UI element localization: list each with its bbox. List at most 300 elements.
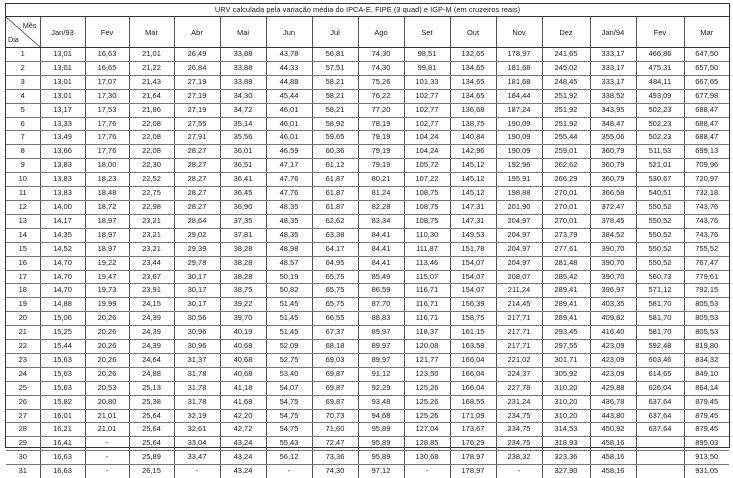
value-cell: 327,90 — [542, 465, 590, 478]
value-cell: 21,01 — [85, 423, 129, 437]
value-cell: 416,40 — [590, 326, 636, 340]
value-cell: 318,93 — [542, 437, 590, 451]
value-cell: 443,80 — [590, 409, 636, 423]
value-cell: 163,58 — [450, 340, 496, 354]
column-header: Nov — [496, 17, 542, 48]
value-cell: 297,55 — [542, 340, 590, 354]
value-cell: 20,26 — [85, 340, 129, 354]
value-cell: 13,66 — [40, 145, 85, 159]
value-cell: 204,97 — [496, 214, 542, 228]
value-cell: 895,03 — [684, 437, 729, 451]
value-cell: 289,41 — [542, 312, 590, 326]
value-cell: 58,21 — [312, 89, 358, 103]
value-cell: 834,32 — [684, 353, 729, 367]
value-cell: 28,27 — [174, 173, 220, 187]
value-cell: 234,75 — [496, 437, 542, 451]
value-cell: 13,33 — [40, 117, 85, 131]
value-cell: 93,48 — [358, 395, 404, 409]
value-cell: 571,12 — [636, 284, 684, 298]
value-cell — [636, 465, 684, 478]
table-row — [6, 75, 729, 89]
value-cell: 132,65 — [450, 48, 496, 62]
value-cell: 187,24 — [496, 103, 542, 117]
value-cell: 192,96 — [496, 159, 542, 173]
value-cell: 22,30 — [129, 159, 174, 173]
value-cell: 217,71 — [496, 340, 542, 354]
value-cell: 156,39 — [450, 298, 496, 312]
value-cell: 48,35 — [266, 214, 312, 228]
value-cell: 21,64 — [129, 89, 174, 103]
value-cell: 54,75 — [266, 409, 312, 423]
table-row — [6, 437, 729, 451]
value-cell: 879,45 — [684, 423, 729, 437]
day-cell: 18 — [6, 284, 40, 298]
value-cell: 40,68 — [220, 353, 266, 367]
column-header: Mar — [129, 17, 174, 48]
value-cell: 550,52 — [636, 256, 684, 270]
value-cell: 792,15 — [684, 284, 729, 298]
value-cell: 305,92 — [542, 367, 590, 381]
value-cell: 78,19 — [358, 117, 404, 131]
value-cell: 17,76 — [85, 145, 129, 159]
value-cell: 25,38 — [129, 395, 174, 409]
value-cell: 255,44 — [542, 131, 590, 145]
day-cell: 21 — [6, 326, 40, 340]
value-cell: 15,63 — [40, 367, 85, 381]
value-cell: 13,83 — [40, 187, 85, 201]
value-cell: 59,65 — [312, 131, 358, 145]
value-cell — [636, 437, 684, 451]
column-header: Jun — [266, 17, 312, 48]
day-cell: 10 — [6, 173, 40, 187]
value-cell: 688,47 — [684, 131, 729, 145]
value-cell: 667,65 — [684, 75, 729, 89]
value-cell: 14,52 — [40, 242, 85, 256]
value-cell: 47,76 — [266, 173, 312, 187]
value-cell: 48,35 — [266, 228, 312, 242]
value-cell: 17,07 — [85, 75, 129, 89]
value-cell: 30,17 — [174, 298, 220, 312]
value-cell: 46,01 — [266, 117, 312, 131]
value-cell: 95,89 — [358, 423, 404, 437]
value-cell: 245,02 — [542, 61, 590, 75]
value-cell: 113,46 — [404, 256, 450, 270]
value-cell: 24,39 — [129, 326, 174, 340]
value-cell: 16,63 — [40, 451, 85, 465]
value-cell: 13,83 — [40, 173, 85, 187]
value-cell: 64,95 — [312, 256, 358, 270]
value-cell: 88,83 — [358, 312, 404, 326]
value-cell: 66,55 — [312, 312, 358, 326]
value-cell: 360,79 — [590, 173, 636, 187]
value-cell: 14,70 — [40, 270, 85, 284]
value-cell: 65,75 — [312, 298, 358, 312]
value-cell: 116,71 — [404, 298, 450, 312]
value-cell: 145,12 — [450, 187, 496, 201]
value-cell: 115,07 — [404, 270, 450, 284]
value-cell: 25,89 — [129, 451, 174, 465]
day-cell: 19 — [6, 298, 40, 312]
value-cell: 396,97 — [590, 284, 636, 298]
value-cell: 154,07 — [450, 270, 496, 284]
value-cell: 270,01 — [542, 214, 590, 228]
value-cell: 98,51 — [404, 48, 450, 62]
value-cell: 145,12 — [450, 159, 496, 173]
value-cell: 154,07 — [450, 284, 496, 298]
value-cell: 30,17 — [174, 270, 220, 284]
value-cell: 13,01 — [40, 89, 85, 103]
value-cell: 864,14 — [684, 381, 729, 395]
table-row — [6, 173, 729, 187]
value-cell: 190,09 — [496, 117, 542, 131]
value-cell: 127,04 — [404, 423, 450, 437]
value-cell: 101,33 — [404, 75, 450, 89]
day-cell: 1 — [6, 48, 40, 62]
value-cell: 80,21 — [358, 173, 404, 187]
value-cell: 390,70 — [590, 256, 636, 270]
table-row — [6, 270, 729, 284]
value-cell: 20,53 — [85, 381, 129, 395]
value-cell: 102,77 — [404, 89, 450, 103]
value-cell: 52,09 — [266, 340, 312, 354]
value-cell: 38,28 — [220, 256, 266, 270]
value-cell: 15,63 — [40, 381, 85, 395]
day-cell: 22 — [6, 340, 40, 354]
day-cell: 13 — [6, 214, 40, 228]
value-cell: 65,75 — [312, 270, 358, 284]
day-cell: 24 — [6, 367, 40, 381]
table-row — [6, 367, 729, 381]
value-cell: 372,47 — [590, 200, 636, 214]
value-cell: 27,19 — [174, 103, 220, 117]
value-cell: 310,20 — [542, 395, 590, 409]
value-cell: 184,44 — [496, 89, 542, 103]
value-cell: 19,47 — [85, 270, 129, 284]
value-cell: 77,20 — [358, 103, 404, 117]
value-cell: 217,71 — [496, 326, 542, 340]
value-cell: 28,64 — [174, 214, 220, 228]
value-cell: 14,00 — [40, 200, 85, 214]
value-cell: 72,47 — [312, 437, 358, 451]
value-cell: 40,19 — [220, 326, 266, 340]
value-cell: 17,76 — [85, 131, 129, 145]
value-cell: 48,98 — [266, 242, 312, 256]
corner-header — [6, 17, 40, 48]
value-cell: 720,97 — [684, 173, 729, 187]
table-row — [6, 395, 729, 409]
column-header: Jul — [312, 17, 358, 48]
value-cell: 27,91 — [174, 131, 220, 145]
value-cell: 14,70 — [40, 256, 85, 270]
value-cell: 89,97 — [358, 353, 404, 367]
value-cell: 30,17 — [174, 284, 220, 298]
value-cell: 36,51 — [220, 159, 266, 173]
value-cell: 475,31 — [636, 61, 684, 75]
value-cell: 28,27 — [174, 145, 220, 159]
value-cell: 466,86 — [636, 48, 684, 62]
table-row — [6, 256, 729, 270]
value-cell: - — [85, 451, 129, 465]
value-cell: 110,30 — [404, 228, 450, 242]
value-cell: 50,19 — [266, 270, 312, 284]
value-cell: 14,88 — [40, 298, 85, 312]
value-cell: 16,63 — [85, 48, 129, 62]
value-cell: 16,65 — [85, 61, 129, 75]
value-cell: 18,72 — [85, 200, 129, 214]
value-cell: 423,09 — [590, 340, 636, 354]
value-cell: 24,39 — [129, 312, 174, 326]
value-cell: 142,96 — [450, 145, 496, 159]
value-cell: 53,40 — [266, 367, 312, 381]
value-cell: 25,13 — [129, 381, 174, 395]
table-row — [6, 451, 729, 465]
value-cell: 285,42 — [542, 270, 590, 284]
table-row — [6, 159, 729, 173]
value-cell: - — [496, 465, 542, 478]
value-cell: 819,80 — [684, 340, 729, 354]
value-cell: 46,01 — [266, 103, 312, 117]
value-cell: 677,98 — [684, 89, 729, 103]
value-cell: 43,78 — [266, 48, 312, 62]
day-cell: 11 — [6, 187, 40, 201]
value-cell: 743,76 — [684, 200, 729, 214]
value-cell: 108,75 — [404, 200, 450, 214]
value-cell: 28,27 — [174, 187, 220, 201]
value-cell: 343,95 — [590, 103, 636, 117]
value-cell: 19,73 — [85, 284, 129, 298]
value-cell: 43,24 — [220, 451, 266, 465]
value-cell: 581,70 — [636, 298, 684, 312]
value-cell: 423,09 — [590, 353, 636, 367]
value-cell: 94,68 — [358, 409, 404, 423]
value-cell: 123,50 — [404, 367, 450, 381]
value-cell: 198,88 — [496, 187, 542, 201]
value-cell: 221,02 — [496, 353, 542, 367]
value-cell: 458,16 — [590, 451, 636, 465]
value-cell: 458,16 — [590, 437, 636, 451]
value-cell: 54,07 — [266, 381, 312, 395]
value-cell: 29,39 — [174, 242, 220, 256]
value-cell: 36,01 — [220, 145, 266, 159]
table-row — [6, 381, 729, 395]
day-cell: 4 — [6, 89, 40, 103]
value-cell: 709,96 — [684, 159, 729, 173]
value-cell: 384,52 — [590, 228, 636, 242]
month-axis-label: Mês — [23, 21, 37, 30]
value-cell: 22,52 — [129, 173, 174, 187]
value-cell: 13,83 — [40, 159, 85, 173]
value-cell: 23,21 — [129, 242, 174, 256]
value-cell: 208,07 — [496, 270, 542, 284]
value-cell: 105,72 — [404, 159, 450, 173]
value-cell: 136,68 — [450, 103, 496, 117]
value-cell: 32,19 — [174, 409, 220, 423]
value-cell: 102,77 — [404, 117, 450, 131]
value-cell: 39,22 — [220, 298, 266, 312]
value-cell: 75,26 — [358, 75, 404, 89]
value-cell: 58,92 — [312, 117, 358, 131]
value-cell: 79,19 — [358, 159, 404, 173]
value-cell: 234,75 — [496, 409, 542, 423]
day-cell: 16 — [6, 256, 40, 270]
value-cell: 67,37 — [312, 326, 358, 340]
value-cell: 44,88 — [266, 75, 312, 89]
value-cell: 51,45 — [266, 326, 312, 340]
value-cell: 592,48 — [636, 340, 684, 354]
value-cell: 21,01 — [129, 48, 174, 62]
value-cell: 23,44 — [129, 256, 174, 270]
value-cell: - — [85, 465, 129, 478]
value-cell: 95,89 — [358, 451, 404, 465]
value-cell: 18,23 — [85, 173, 129, 187]
value-cell: 204,97 — [496, 242, 542, 256]
value-cell: 84,41 — [358, 228, 404, 242]
value-cell: 38,75 — [220, 284, 266, 298]
day-cell: 20 — [6, 312, 40, 326]
value-cell: 18,00 — [85, 159, 129, 173]
value-cell: 166,04 — [450, 381, 496, 395]
value-cell: 360,79 — [590, 159, 636, 173]
value-cell: 15,63 — [40, 353, 85, 367]
value-cell: 251,92 — [542, 117, 590, 131]
value-cell: 14,17 — [40, 214, 85, 228]
value-cell: 21,86 — [129, 103, 174, 117]
value-cell: 22,08 — [129, 131, 174, 145]
value-cell: 84,41 — [358, 242, 404, 256]
value-cell: 149,53 — [450, 228, 496, 242]
table-row — [6, 214, 729, 228]
value-cell: 41,18 — [220, 381, 266, 395]
value-cell: 502,23 — [636, 117, 684, 131]
value-cell: 47,76 — [266, 187, 312, 201]
day-cell: 12 — [6, 200, 40, 214]
value-cell: 48,35 — [266, 200, 312, 214]
value-cell: 33,88 — [220, 48, 266, 62]
value-cell: 190,09 — [496, 131, 542, 145]
value-cell: 79,19 — [358, 131, 404, 145]
value-cell: 28,27 — [174, 159, 220, 173]
value-cell: 22,08 — [129, 117, 174, 131]
column-header: Fev — [636, 17, 684, 48]
value-cell: 26,15 — [129, 465, 174, 478]
value-cell: 314,53 — [542, 423, 590, 437]
value-cell: 390,70 — [590, 270, 636, 284]
value-cell: 27,19 — [174, 75, 220, 89]
value-cell: 147,31 — [450, 214, 496, 228]
value-cell: 18,97 — [85, 228, 129, 242]
value-cell: 69,87 — [312, 381, 358, 395]
value-cell: 805,53 — [684, 326, 729, 340]
day-cell: 3 — [6, 75, 40, 89]
value-cell: 36,41 — [220, 173, 266, 187]
value-cell: 74,30 — [312, 465, 358, 478]
value-cell: 540,51 — [636, 187, 684, 201]
value-cell: - — [85, 437, 129, 451]
value-cell: 134,65 — [450, 89, 496, 103]
value-cell: 19,22 — [85, 256, 129, 270]
value-cell: 154,07 — [450, 256, 496, 270]
value-cell: 147,31 — [450, 200, 496, 214]
value-cell: 61,87 — [312, 173, 358, 187]
value-cell: 41,68 — [220, 395, 266, 409]
value-cell: 550,52 — [636, 242, 684, 256]
value-cell: 134,65 — [450, 61, 496, 75]
table-row — [6, 465, 729, 478]
value-cell: 429,88 — [590, 381, 636, 395]
value-cell: 83,34 — [358, 214, 404, 228]
value-cell: 118,37 — [404, 326, 450, 340]
value-cell: 48,57 — [266, 256, 312, 270]
day-cell: 17 — [6, 270, 40, 284]
value-cell: 107,22 — [404, 173, 450, 187]
value-cell: 92,29 — [358, 381, 404, 395]
table-row — [6, 284, 729, 298]
value-cell: 29,02 — [174, 228, 220, 242]
value-cell: 657,50 — [684, 61, 729, 75]
value-cell: 366,58 — [590, 187, 636, 201]
value-cell: 116,71 — [404, 284, 450, 298]
value-cell: 211,24 — [496, 284, 542, 298]
value-cell: 36,45 — [220, 187, 266, 201]
day-cell: 29 — [6, 437, 40, 451]
value-cell: 37,35 — [220, 214, 266, 228]
value-cell: 16,63 — [40, 465, 85, 478]
value-cell: 626,04 — [636, 381, 684, 395]
value-cell: 217,71 — [496, 312, 542, 326]
value-cell: 166,04 — [450, 367, 496, 381]
value-cell: 56,12 — [266, 451, 312, 465]
value-cell: 270,01 — [542, 200, 590, 214]
value-cell: 23,21 — [129, 228, 174, 242]
value-cell: 30,96 — [174, 340, 220, 354]
value-cell: 102,77 — [404, 103, 450, 117]
value-cell: 79,19 — [358, 145, 404, 159]
value-cell: 13,01 — [40, 48, 85, 62]
value-cell: 104,24 — [404, 145, 450, 159]
value-cell: 104,24 — [404, 131, 450, 145]
value-cell: 19,99 — [85, 298, 129, 312]
value-cell: 15,82 — [40, 395, 85, 409]
value-cell: 195,91 — [496, 173, 542, 187]
urv-table — [6, 17, 729, 478]
value-cell: 176,29 — [450, 437, 496, 451]
value-cell: 423,09 — [590, 367, 636, 381]
value-cell: 89,97 — [358, 326, 404, 340]
value-cell: - — [174, 465, 220, 478]
value-cell: 293,45 — [542, 326, 590, 340]
value-cell: 51,45 — [266, 312, 312, 326]
value-cell: 30,56 — [174, 312, 220, 326]
value-cell: 181,68 — [496, 61, 542, 75]
day-cell: 2 — [6, 61, 40, 75]
value-cell: 273,79 — [542, 228, 590, 242]
day-cell: 8 — [6, 145, 40, 159]
column-header: Mai — [220, 17, 266, 48]
value-cell: 20,26 — [85, 312, 129, 326]
value-cell: 390,70 — [590, 242, 636, 256]
value-cell: 262,62 — [542, 159, 590, 173]
value-cell: 56,81 — [312, 48, 358, 62]
value-cell: 69,03 — [312, 353, 358, 367]
column-header: Jan/94 — [590, 17, 636, 48]
value-cell: 409,82 — [590, 312, 636, 326]
value-cell: 333,17 — [590, 48, 636, 62]
value-cell: 58,21 — [312, 75, 358, 89]
value-cell: 52,75 — [266, 353, 312, 367]
value-cell: 120,08 — [404, 340, 450, 354]
value-cell: 323,36 — [542, 451, 590, 465]
value-cell: 614,65 — [636, 367, 684, 381]
